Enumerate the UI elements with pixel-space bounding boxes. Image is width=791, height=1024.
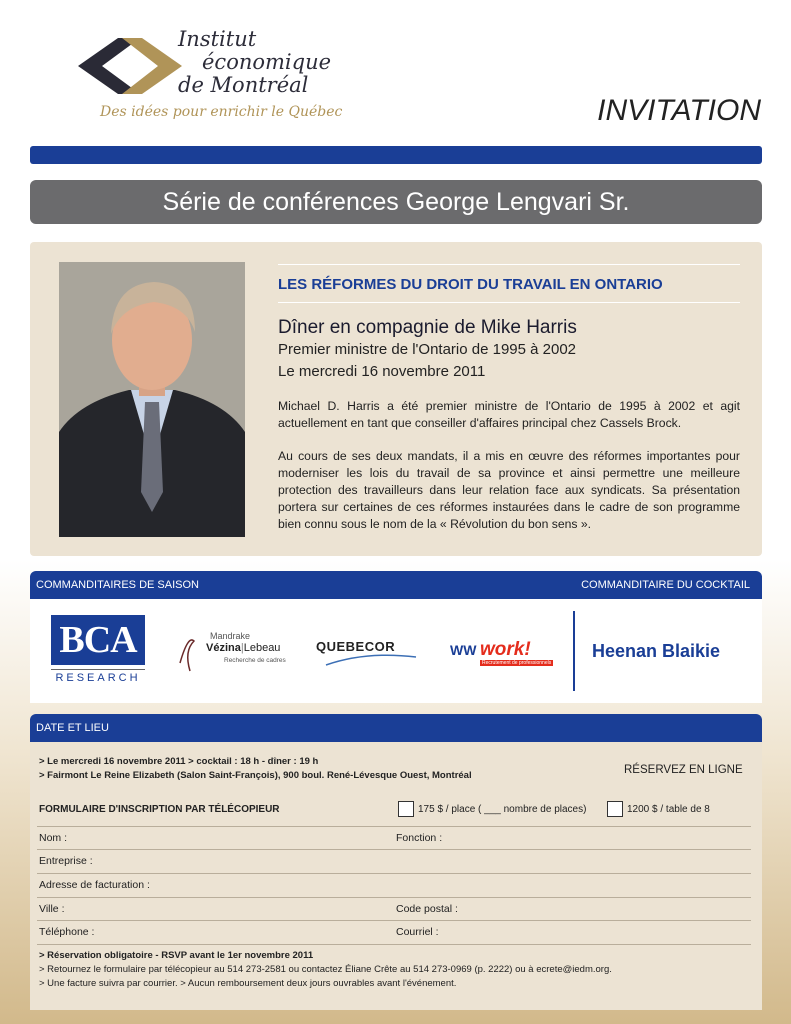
cocktail-sponsor-label: COMMANDITAIRE DU COCKTAIL <box>581 579 750 591</box>
courriel-label: Courriel : <box>396 926 439 938</box>
work-text: work! <box>480 639 531 660</box>
bio-paragraph: Michael D. Harris a été premier ministre de l'Ontario de 1995 à 2002 et agit actuellement en tant que conseiller d'affaires principal chez Cassels Brock. <box>278 399 740 430</box>
code-postal-label: Code postal : <box>396 903 458 915</box>
sponsors-logos <box>30 599 762 703</box>
divider <box>37 873 751 874</box>
mandrake-text: Mandrake <box>210 631 251 641</box>
dinner-title: Dîner en compagnie de Mike Harris <box>278 317 577 338</box>
divider <box>37 849 751 850</box>
work-logo: WW work! Recrutement de professionnels <box>450 639 552 666</box>
logo-line-2: économique <box>202 50 332 74</box>
registration-form <box>30 742 762 1010</box>
bca-logo-text: BCA <box>51 615 145 665</box>
logo-line-1: Institut <box>178 27 257 51</box>
vezina-lebeau-logo: Mandrake Vézina|Lebeau Recherche de cadres <box>176 631 286 677</box>
nom-label: Nom : <box>39 832 68 844</box>
quebecor-logo <box>316 639 426 669</box>
invoice-note: > Une facture suivra par courrier. > Aucun remboursement deux jours ouvrables avant l'événement. <box>39 978 457 989</box>
table-checkbox[interactable] <box>607 801 623 817</box>
heenan-blaikie-logo: Heenan Blaikie <box>592 641 721 661</box>
event-subject: LES RÉFORMES DU DROIT DU TRAVAIL EN ONTARIO <box>278 276 663 293</box>
table-option-label: 1200 $ / table de 8 <box>627 804 710 815</box>
description-paragraph: Au cours de ses deux mandats, il a mis en œuvre des réformes importantes pour moderniser les lois du travail de sa province et ainsi permettre une meilleure protection des travailleurs dans leur relation face aux syndicats. Sa présentation portera sur certaines de ces réformes instaurées dans le cadre de son programme bien connu sous le nom de la « Révolution du bon sens ». <box>278 449 740 531</box>
divider <box>37 920 751 921</box>
adresse-label: Adresse de facturation : <box>39 879 150 891</box>
form-title: FORMULAIRE D'INSCRIPTION PAR TÉLÉCOPIEUR <box>39 804 280 815</box>
place-option-label: 175 $ / place ( ___ nombre de places) <box>418 804 587 815</box>
telephone-label: Téléphone : <box>39 926 95 938</box>
diamond-logo-icon <box>78 32 182 102</box>
series-title: Série de conférences George Lengvari Sr. <box>30 180 762 224</box>
event-content <box>278 264 740 533</box>
work-sub: Recrutement de professionnels <box>482 660 552 666</box>
divider <box>37 897 751 898</box>
event-datetime: > Le mercredi 16 novembre 2011 > cocktail : 18 h - dîner : 19 h <box>39 756 319 767</box>
logo-tagline: Des idées pour enrichir le Québec <box>100 104 343 120</box>
bca-logo-sub: RESEARCH <box>51 669 145 684</box>
logo-line-3: de Montréal <box>178 73 309 97</box>
divider <box>37 826 751 827</box>
logo-name <box>178 28 331 97</box>
reserve-online-link[interactable]: RÉSERVEZ EN LIGNE <box>624 764 743 776</box>
divider <box>278 302 740 303</box>
sponsor-divider <box>573 611 575 691</box>
return-note: > Retournez le formulaire par télécopieur au 514 273-2581 ou contactez Éliane Crête au 514 273-0969 (p. 2222) ou à ecrete@iedm.org. <box>39 964 612 975</box>
season-sponsors-label: COMMANDITAIRES DE SAISON <box>36 579 199 591</box>
rsvp-note: > Réservation obligatoire - RSVP avant le 1er novembre 2011 <box>39 950 314 961</box>
ville-label: Ville : <box>39 903 65 915</box>
header-divider <box>30 146 762 164</box>
event-panel <box>30 242 762 556</box>
mandrake-sub: Recherche de cadres <box>224 657 286 664</box>
entreprise-label: Entreprise : <box>39 855 93 867</box>
mandrake-swirl-icon <box>176 633 198 673</box>
quebecor-text: QUEBECOR <box>316 639 396 654</box>
divider <box>37 944 751 945</box>
lebeau-text: Lebeau <box>243 642 281 654</box>
event-date: Le mercredi 16 novembre 2011 <box>278 363 486 380</box>
vezina-text: Vézina <box>206 642 241 654</box>
speaker-role: Premier ministre de l'Ontario de 1995 à 2002 <box>278 341 577 358</box>
bca-research-logo <box>51 615 145 685</box>
speaker-photo <box>59 262 245 537</box>
event-location: > Fairmont Le Reine Elizabeth (Salon Saint-François), 900 boul. René-Lévesque Ouest, Montréal <box>39 770 472 781</box>
iedm-logo <box>78 27 343 128</box>
quebecor-swoosh-icon <box>316 653 426 667</box>
fonction-label: Fonction : <box>396 832 443 844</box>
invitation-title: INVITATION <box>597 94 761 127</box>
place-checkbox[interactable] <box>398 801 414 817</box>
date-lieu-header: DATE ET LIEU <box>30 714 762 742</box>
sponsors-header <box>30 571 762 599</box>
